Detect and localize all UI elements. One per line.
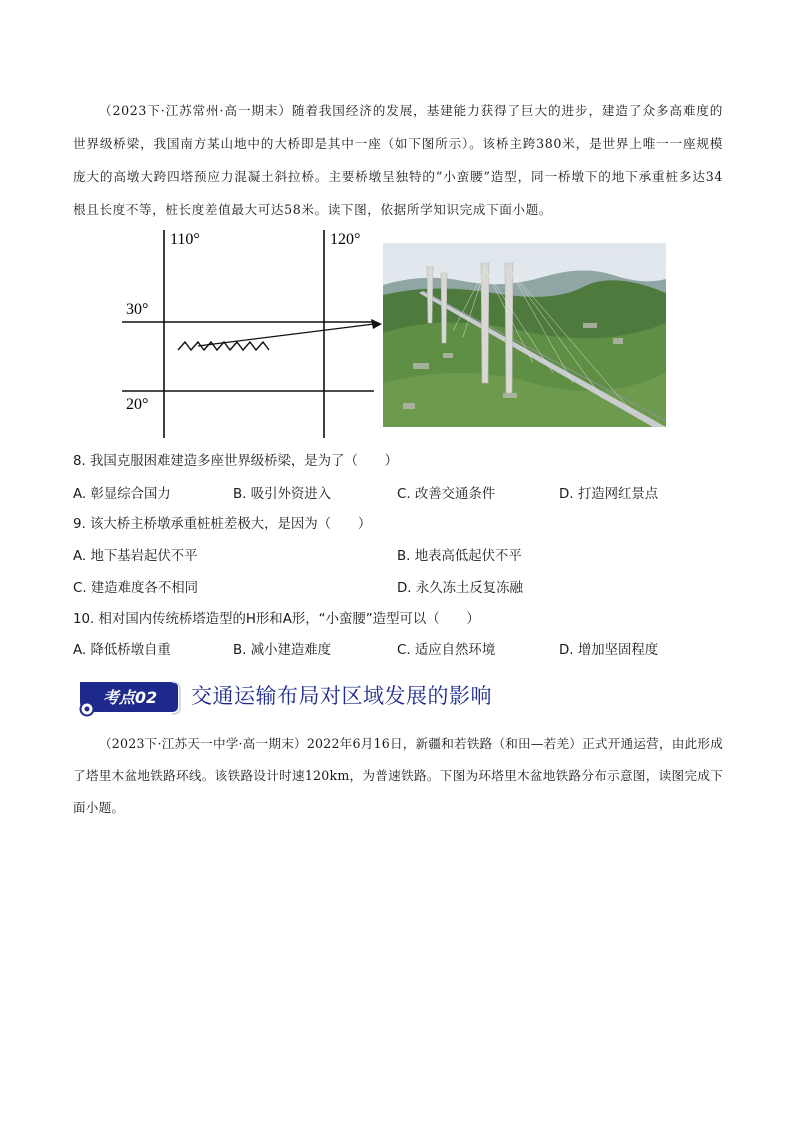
question-9: 9. 该大桥主桥墩承重桩桩差极大，是因为（ ） <box>73 517 372 532</box>
q8-option-a[interactable]: A. 彰显综合国力 <box>73 487 171 502</box>
q9-option-c[interactable]: C. 建造难度各不相同 <box>73 581 198 596</box>
q9-option-d[interactable]: D. 永久冻土反复冻融 <box>397 581 523 596</box>
question-10: 10. 相对国内传统桥塔造型的H形和A形，“小蛮腰”造型可以（ ） <box>73 612 480 627</box>
q10-option-a[interactable]: A. 降低桥墩自重 <box>73 643 171 658</box>
label-120: 120° <box>330 231 361 248</box>
question-8: 8. 我国克服困难建造多座世界级桥梁，是为了（ ） <box>73 454 399 469</box>
q10-option-c[interactable]: C. 适应自然环境 <box>397 643 496 658</box>
q8-option-b[interactable]: B. 吸引外资进入 <box>233 487 332 502</box>
q9-option-a[interactable]: A. 地下基岩起伏不平 <box>73 549 198 564</box>
passage-intro-bridge: （2023下·江苏常州·高一期末）随着我国经济的发展，基建能力获得了巨大的进步，建造了众多高难度的世界级桥梁，我国南方某山地中的大桥即是其中一座（如下图所示）。该桥主跨380米，是世界上唯一一座规模庞大的高墩大跨四塔预应力混凝土斜拉桥。主要桥墩呈独特的“小蛮腰”造型，同一桥墩下的地下承重桩多达34根且长度不等，桩长度差值最大可达58米。读下图，依据所学知识完成下面小题。 <box>73 103 723 217</box>
badge-label: 考点02 <box>102 688 158 707</box>
q9-option-b[interactable]: B. 地表高低起伏不平 <box>397 549 522 564</box>
q10-option-d[interactable]: D. 增加坚固程度 <box>559 643 659 658</box>
q8-option-c[interactable]: C. 改善交通条件 <box>397 487 496 502</box>
label-30: 30° <box>126 301 149 318</box>
label-110: 110° <box>170 231 200 248</box>
label-20: 20° <box>126 396 149 413</box>
section-title: 交通运输布局对区域发展的影响 <box>191 684 492 708</box>
bridge-photo <box>383 243 666 427</box>
section-badge <box>78 676 182 718</box>
arrow-line <box>198 324 374 346</box>
q10-option-b[interactable]: B. 减小建造难度 <box>233 643 332 658</box>
arrow-head <box>371 319 382 329</box>
q8-option-d[interactable]: D. 打造网红景点 <box>559 487 659 502</box>
passage-intro-railway: （2023下·江苏天一中学·高一期末）2022年6月16日，新疆和若铁路（和田—若羌）正式开通运营，由此形成了塔里木盆地铁路环线。该铁路设计时速120km，为普速铁路。下图为环塔里木盆地铁路分布示意图，读图完成下面小题。 <box>73 736 723 815</box>
